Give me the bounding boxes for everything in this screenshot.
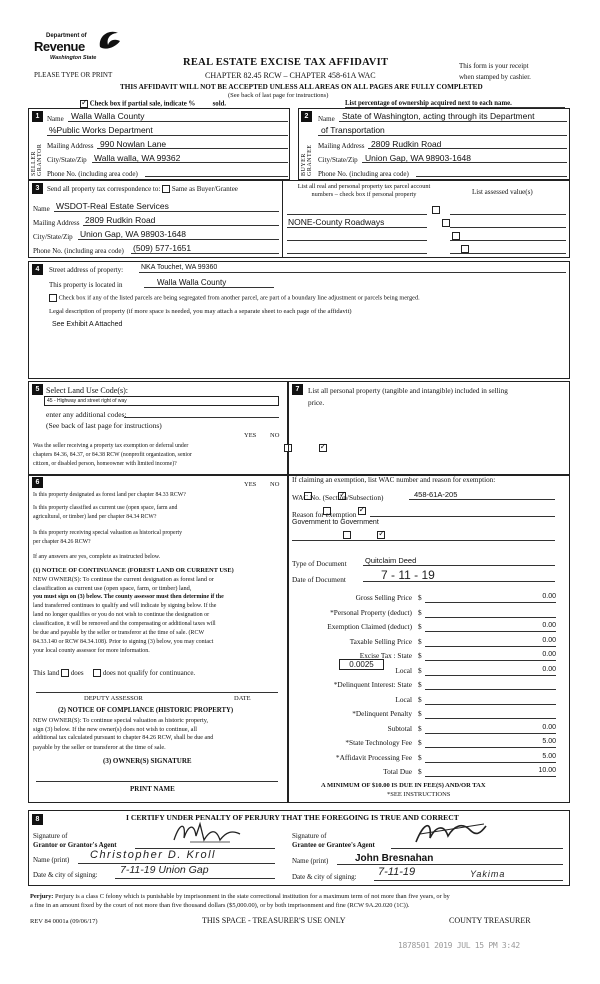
does-checkbox[interactable] [61,669,69,677]
calc-value[interactable]: 0.00 [542,665,556,673]
exemption-claim-label: If claiming an exemption, list WAC number and reason for exemption: [292,476,496,484]
buyer-name-value[interactable]: State of Washington, acting through its Department [342,111,535,121]
calc-row [292,767,556,779]
calc-label: *Affidavit Processing Fee [335,752,412,762]
calc-row [292,738,556,750]
treasurer-use-label: THIS SPACE - TREASURER'S USE ONLY [202,916,346,925]
calc-label: Local [395,694,412,704]
grantor-name-value[interactable]: Christopher D. Kroll [90,849,216,861]
calc-label: Total Due [383,767,412,776]
calc-row [292,637,556,649]
form-revision: REV 84 0001a (09/06/17) [30,918,98,925]
grantor-date-label: Date & city of signing: [33,871,98,879]
grantor-sig-label-1: Signature of [33,832,68,840]
this-land-row [33,669,195,677]
exemption-question-2: chapters 84.36, 84.37, or 84.38 RCW (nonprofit organization, senior [33,452,192,458]
section-1-number: 1 [32,111,43,122]
personal-property-label-2: price. [308,399,325,407]
send-correspondence [47,185,238,193]
grantor-sig-label-2: Grantor or Grantor's Agent [33,841,117,849]
grantee-city-value[interactable]: Yakima [470,869,506,879]
calc-label: Subtotal [387,723,412,733]
current-use-question-2: agricultural, or timber) land per chapter 84.34 RCW? [33,514,157,520]
sec3-mail-value[interactable]: 2809 Rudkin Road [85,215,156,225]
notice-line-9: your local county assessor for more information. [33,648,150,654]
grantee-date-label: Date & city of signing: [292,873,357,881]
perjury-line-1 [30,893,450,900]
county-treasurer-label: COUNTY TREASURER [449,916,531,925]
same-as-buyer-label: Same as Buyer/Grantee [171,185,238,193]
calc-label: *Delinquent Interest: State [333,680,412,689]
grantee-sig-label-2: Grantee or Grantee's Agent [292,841,375,849]
logo-line2: Revenue [34,39,85,54]
minimum-fee-note: A MINIMUM OF $10.00 IS DUE IN FEE(S) AND/OR TAX [321,782,486,789]
does-not-checkbox[interactable] [93,669,101,677]
sec3-name-label: Name [33,205,50,213]
section-8-number: 8 [32,814,43,825]
parcel-1-checkbox[interactable] [432,206,440,214]
dollar-sign: $ [418,593,422,602]
sec3-phone-value[interactable]: (509) 577-1651 [133,243,192,253]
dollar-sign: $ [418,709,422,718]
seller-city-label: City/State/Zip [47,156,87,164]
dollar-sign: $ [418,651,422,660]
grantee-sig-label-1: Signature of [292,832,327,840]
partial-sale-label: Check box if partial sale, indicate % [89,100,196,108]
segregated-label: Check box if any of the listed parcels are being segregated from another parcel, are part of a boundary line adjustment or parcels being merged. [58,294,420,302]
calc-label: *Personal Property (deduct) [330,607,412,617]
sec5-no-hdr: NO [270,432,280,439]
seller-name-value[interactable]: Walla Walla County [71,111,145,121]
seller-name2-value[interactable]: %Public Works Department [49,125,153,135]
section-5-number: 5 [32,384,43,395]
located-label: This property is located in [49,281,123,289]
section-3-number: 3 [32,183,43,194]
logo-swirl-icon [96,27,122,53]
type-of-document-label: Type of Document [292,559,347,568]
calc-row [292,709,556,721]
notice-line-2: classification as current use (open space, farm, or timber) land, [33,585,192,592]
sec6-no-hdr: NO [270,481,280,488]
calc-label: *State Technology Fee [345,738,412,747]
property-section [28,261,570,379]
buyer-vertical-label: BUYER GRANTEE [301,144,313,176]
parcel-list-header-2: numbers – check box if personal property [311,191,417,198]
legal-description-label: Legal description of property (if more space is needed, you may attach a separate sheet to each page of the affidavit) [49,308,352,315]
calc-value[interactable]: 0.00 [542,593,556,600]
receipt-1: This form is your receipt [459,62,529,70]
calc-value[interactable]: 5.00 [542,752,556,760]
historic-line-2: sign (3) below. If the new owner(s) does not wish to continue, all [33,726,197,733]
exemption-question-1: Was the seller receiving a property tax exemption or deferral under [33,443,189,449]
receipt-2: when stamped by cashier. [459,73,531,81]
calc-row [292,651,556,663]
street-value[interactable]: NKA Touchet, WA 99360 [141,264,218,271]
reason-label: Reason for exemption [292,510,357,519]
notice-line-7: be due and payable by the seller or transferor at the time of sale. (RCW [33,630,205,636]
exemption-question-3: citizen, or disabled person, homeowner with limited income)? [33,461,177,467]
section-2-number: 2 [301,111,312,122]
dollar-sign: $ [418,738,422,747]
seller-mail-value[interactable]: 990 Nowlan Lane [100,139,167,149]
rate-box[interactable] [339,659,384,670]
sec3-city-value[interactable]: Union Gap, WA 98903-1648 [80,229,187,239]
print-name-label: PRINT NAME [130,785,175,793]
partial-sale-row [80,100,226,108]
dollar-sign: $ [418,680,422,689]
seller-name-label: Name [47,115,64,123]
calc-row [292,593,556,605]
notice-line-6: classification, it will be removed and the compensating or additional taxes will [33,621,216,627]
sec5-yes-hdr: YES [244,432,257,439]
calc-row [292,680,556,692]
land-use-code-field[interactable] [44,396,279,406]
calc-label: Excise Tax : State [359,651,412,660]
sec5-see-back: (See back of last page for instructions) [46,421,162,430]
dollar-sign: $ [418,665,422,675]
grantee-name-value[interactable]: John Bresnahan [355,853,434,864]
calc-value[interactable]: 0.00 [542,622,556,629]
calc-row [292,608,556,620]
perjury-text: Perjury is a class C felony which is punishable by imprisonment in the state correctional institution for a maximum term of not more than five years, or by [55,893,450,900]
calc-row [292,753,556,765]
legal-description-value[interactable]: See Exhibit A Attached [52,321,123,328]
parcel-2-checkbox[interactable] [442,219,450,227]
notice-continuance-title: (1) NOTICE OF CONTINUANCE (FOREST LAND OR CURRENT USE) [33,567,234,574]
historic-line-3: additional tax calculated pursuant to chapter 84.26 RCW, shall be due and [33,735,214,741]
type-of-document-value[interactable]: Quitclaim Deed [365,556,417,565]
calc-label: Gross Selling Price [355,593,412,602]
dollar-sign: $ [418,723,422,733]
buyer-name2-value[interactable]: of Transportation [321,125,385,135]
historic-question-2: per chapter 84.26 RCW? [33,539,91,545]
sec3-city-label: City/State/Zip [33,233,73,241]
additional-codes-label: enter any additional codes: [46,410,127,419]
form-title: REAL ESTATE EXCISE TAX AFFIDAVIT [183,57,389,68]
buyer-city-label: City/State/Zip [318,156,358,164]
date-of-document-label: Date of Document [292,575,346,584]
assessed-value-header: List assessed value(s) [472,188,533,196]
certify-statement: I CERTIFY UNDER PENALTY OF PERJURY THAT THE FOREGOING IS TRUE AND CORRECT [126,813,459,822]
same-as-buyer-checkbox[interactable] [162,185,170,193]
buyer-mail-label: Mailing Address [318,142,365,150]
calc-row [292,724,556,736]
dollar-sign: $ [418,767,422,776]
segregated-row [49,294,420,302]
section-7-number: 7 [292,384,303,395]
calc-row [292,622,556,634]
notice-line-4: land transferred continues to qualify and will indicate by signing below. If the [33,603,217,609]
sec3-mail-label: Mailing Address [33,219,80,227]
buyer-name-label: Name [318,115,335,123]
deputy-date-label: DATE [234,695,251,702]
personal-property-label-1: List all personal property (tangible and intangible) included in selling [308,387,508,395]
see-back: (See back of last page for instructions) [228,92,329,99]
form-warning: THIS AFFIDAVIT WILL NOT BE ACCEPTED UNLESS ALL AREAS ON ALL PAGES ARE FULLY COMPLETED [120,83,483,91]
perjury-bold: Perjury: [30,893,54,900]
buyer-phone-label: Phone No. (including area code) [318,170,409,178]
if-yes-note: If any answers are yes, complete as instructed below. [33,554,161,560]
notice-line-3: you must sign on (3) below. The county assessor must then determine if the [33,594,224,600]
parcel-list-header-1: List all real and personal property tax parcel account [297,183,431,190]
notice-line-1: NEW OWNER(S): To continue the current designation as forest land or [33,576,214,583]
section-6-number: 6 [32,477,43,488]
dollar-sign: $ [418,622,422,631]
calc-value[interactable]: 0.00 [542,651,556,658]
buyer-mail-value[interactable]: 2809 Rudkin Road [371,139,442,149]
notice-line-5: land no longer qualifies or you do not wish to continue the designation or [33,612,210,618]
sec3-name-value[interactable]: WSDOT-Real Estate Services [56,201,169,211]
calc-value[interactable]: 5.00 [542,738,556,745]
rate-value: 0.0025 [349,660,374,669]
send-label: Send all property tax correspondence to: [47,185,161,193]
wac-value[interactable]: 458-61A-205 [414,490,458,499]
grantor-signature [170,818,250,850]
select-land-use-label: Select Land Use Code(s): [46,386,128,395]
grantor-name-label: Name (print) [33,856,70,864]
recording-stamp: 1878501 2019 JUL 15 PM 3:42 [398,941,520,950]
dollar-sign: $ [418,636,422,646]
located-value[interactable]: Walla Walla County [157,278,227,287]
sec3-phone-label: Phone No. (including area code) [33,247,124,255]
seller-mail-label: Mailing Address [47,142,94,150]
calc-value[interactable]: 10.00 [538,767,556,774]
street-label: Street address of property: [49,266,124,274]
section-4-number: 4 [32,264,43,275]
please-type: PLEASE TYPE OR PRINT [34,71,113,79]
grantor-date-value[interactable]: 7-11-19 Union Gap [120,864,209,876]
deputy-assessor-label: DEPUTY ASSESSOR [84,695,143,702]
calc-row [292,666,556,678]
calc-value[interactable]: 0.00 [542,723,556,731]
owner-signature-label: (3) OWNER(S) SIGNATURE [103,757,192,765]
land-use-code-value: 45 - Highway and street right of way [47,398,127,404]
perjury-line-2: a fine in an amount fixed by the court of not more than five thousand dollars ($5,000.00), or by both imprisonment and fine (RCW 9A.20.020 (1C)). [30,902,410,909]
parcel-1-value[interactable]: NONE-County Roadways [288,217,385,227]
logo-line3: Washington State [50,55,97,61]
historic-line-1: NEW OWNER(S): To continue special valuation as historic property, [33,717,209,724]
form-chapter: CHAPTER 82.45 RCW – CHAPTER 458-61A WAC [205,71,376,80]
personal-property-section [288,381,570,475]
grantee-date-value[interactable]: 7-11-19 [378,866,416,878]
current-use-question-1: Is this property classified as current use (open space, farm and [33,505,178,511]
dollar-sign: $ [418,752,422,762]
wac-label: WAC No. (Section/Subsection) [292,493,384,502]
date-of-document-value[interactable]: 7 - 11 - 19 [381,568,435,582]
does-not-label: does not qualify for continuance. [102,669,196,677]
calc-label: Local [395,665,412,675]
dollar-sign: $ [418,694,422,704]
calc-value[interactable]: 0.00 [542,636,556,644]
this-land-label: This land [33,669,60,677]
calc-row [292,695,556,707]
sold-label: sold. [212,100,227,108]
buyer-city-value[interactable]: Union Gap, WA 98903-1648 [365,153,472,163]
revenue-logo [34,5,124,60]
historic-question-1: Is this property receiving special valuation as historical property [33,530,183,536]
partial-sale-checkbox[interactable] [80,100,88,108]
logo-line1: Department of [46,33,87,39]
notice-compliance-title: (2) NOTICE OF COMPLIANCE (HISTORIC PROPERTY) [58,707,234,714]
ownership-note: List percentage of ownership acquired next to each name. [345,100,565,108]
calc-label: *Delinquent Penalty [352,709,412,718]
sec6-yes-hdr: YES [244,481,257,488]
calc-label: Exemption Claimed (deduct) [327,622,412,631]
grantee-name-label: Name (print) [292,857,329,865]
historic-line-4: payable by the seller or transferor at the time of sale. [33,744,166,751]
notice-line-8: 84.33.140 or RCW 84.34.108). Prior to signing (3) below, you may contact [33,639,214,645]
see-instructions-note: *SEE INSTRUCTIONS [387,791,451,798]
dollar-sign: $ [418,607,422,617]
seller-phone-label: Phone No. (including area code) [47,170,138,178]
forest-question: Is this property designated as forest land per chapter 84.33 RCW? [33,492,186,498]
calc-label: Taxable Selling Price [349,636,412,646]
reason-value[interactable]: Government to Government [292,519,379,526]
does-label: does [70,669,84,677]
seller-vertical-label: SELLER GRANTOR [31,143,43,176]
grantee-signature [410,816,490,850]
segregated-checkbox[interactable] [49,294,57,302]
seller-city-value[interactable]: Walla walla, WA 99362 [94,153,181,163]
